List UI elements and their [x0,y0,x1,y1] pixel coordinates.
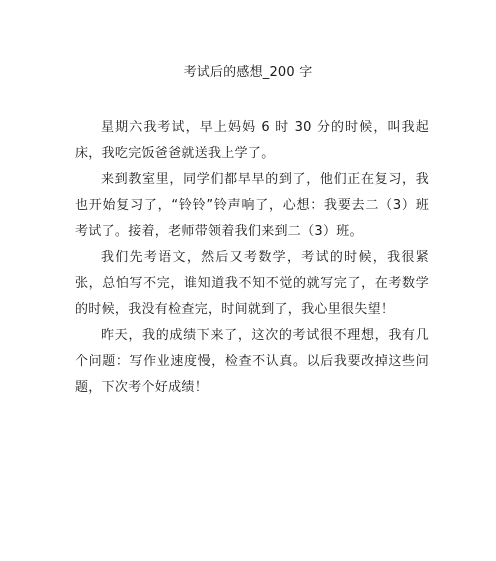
paragraph-4: 昨天，我的成绩下来了，这次的考试很不理想，我有几个问题：写作业速度慢，检查不认真。以后我要改掉这些问题，下次考个好成绩！ [75,328,429,395]
paragraph-2: 来到教室里，同学们都早早的到了，他们正在复习，我也开始复习了，“铃铃”铃声响了，心想：我要去二（3）班考试了。接着，老师带领着我们来到二（3）班。 [75,172,429,239]
paragraph-3: 我们先考语文，然后又考数学，考试的时候，我很紧张，总怕写不完，谁知道我不知不觉的就写完了，在考数学的时候，我没有检查完，时间就到了，我心里很失望！ [75,250,429,317]
document-body [75,115,429,401]
paragraph-1: 星期六我考试，早上妈妈 6 时 30 分的时候，叫我起床，我吃完饭爸爸就送我上学了。 [75,120,429,161]
document-title: 考试后的感想_200 字 [183,65,313,80]
